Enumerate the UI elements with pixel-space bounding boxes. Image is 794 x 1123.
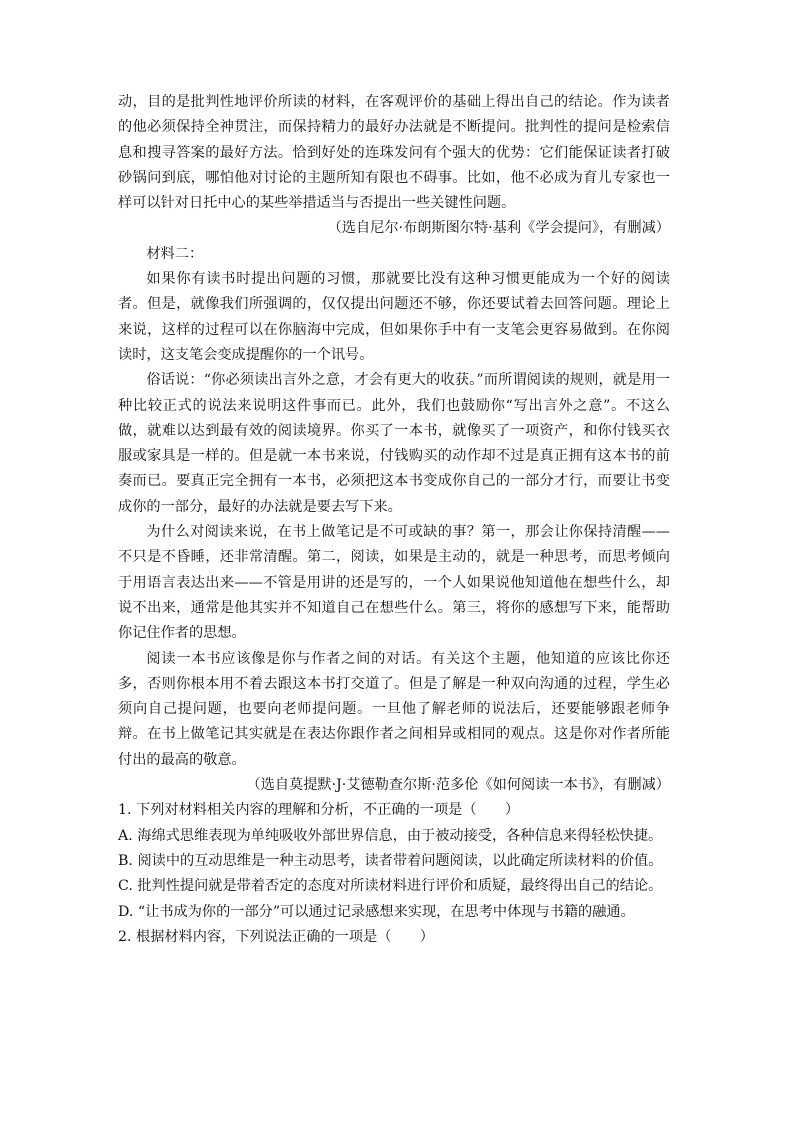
question-1-option-b: B. 阅读中的互动思维是一种主动思考，读者带着问题阅读，以此确定所读材料的价值。 [118, 852, 663, 869]
question-2-stem: 2. 根据材料内容，下列说法正确的一项是（ ） [118, 928, 434, 945]
material2-paragraph-1: 如果你有读书时提出问题的习惯，那就要比没有这种习惯更能成为一个好的阅读者。但是，就像我们所强调的，仅仅提出问题还不够，你还要试着去回答问题。理论上来说，这样的过程可以在你脑海中完成，但如果你手中有一支笔会更容易做到。在你阅读时，这支笔会变成提醒你的一个讯号。 [118, 271, 670, 363]
material2-heading: 材料二： [146, 245, 204, 262]
material2-paragraph-4: 阅读一本书应该像是你与作者之间的对话。有关这个主题，他知道的应该比你还多，否则你根本用不着去跟这本书打交道了。但是了解是一种双向沟通的过程，学生必须向自己提问题，也要向老师提问题。一旦他了解老师的说法后，还要能够跟老师争辩。在书上做笔记其实就是在表达你跟作者之间相异或相同的观点。这是你对作者所能付出的最高的敬意。 [118, 650, 670, 768]
question-1-option-a: A. 海绵式思维表现为单纯吸收外部世界信息，由于被动接受，各种信息来得轻松快捷。 [118, 827, 663, 844]
material2-paragraph-3: 为什么对阅读来说，在书上做笔记是不可或缺的事？第一，那会让你保持清醒——不只是不昏睡，还非常清醒。第二，阅读，如果是主动的，就是一种思考，而思考倾向于用语言表达出来——不管是用讲的还是写的，一个人如果说他知道他在想些什么，却说不出来，通常是他其实并不知道自己在想些什么。第三，将你的感想写下来，能帮助你记住作者的思想。 [118, 524, 670, 642]
document-page [118, 90, 670, 950]
question-1-option-d: D. “让书成为你的一部分”可以通过记录感想来实现，在思考中体现与书籍的融通。 [118, 903, 635, 920]
question-1-stem: 1. 下列对材料相关内容的理解和分析，不正确的一项是（ ） [118, 802, 520, 819]
material2-paragraph-2: 俗话说：“你必须读出言外之意，才会有更大的收获。”而所谓阅读的规则，就是用一种比较正式的说法来说明这件事而已。此外，我们也鼓励你“写出言外之意”。不这么做，就难以达到最有效的阅读境界。你买了一本书，就像买了一项资产，和你付钱买衣服或家具是一样的。但是就一本书来说，付钱购买的动作却不过是真正拥有这本书的前奏而已。要真正完全拥有一本书，必须把这本书变成你自己的一部分才行，而要让书变成你的一部分，最好的办法就是要去写下来。 [118, 372, 670, 515]
question-1-option-c: C. 批判性提问就是带着否定的态度对所读材料进行评价和质疑，最终得出自己的结论。 [118, 878, 663, 895]
material1-source: （选自尼尔·布朗斯图尔特·基利《学会提问》，有删减） [327, 220, 670, 237]
material1-tail-paragraph: 动，目的是批判性地评价所读的材料，在客观评价的基础上得出自己的结论。作为读者的他必须保持全神贯注，而保持精力的最好办法就是不断提问。批判性的提问是检索信息和搜寻答案的最好方法。恰到好处的连珠发问有个强大的优势：它们能保证读者打破砂锅问到底，哪怕他对讨论的主题所知有限也不碍事。比如，他不必成为育儿专家也一样可以针对日托中心的某些举措适当与否提出一些关键性问题。 [118, 94, 670, 212]
material2-source: （选自莫提默·J·艾德勒查尔斯·范多伦《如何阅读一本书》，有删减） [246, 777, 670, 794]
